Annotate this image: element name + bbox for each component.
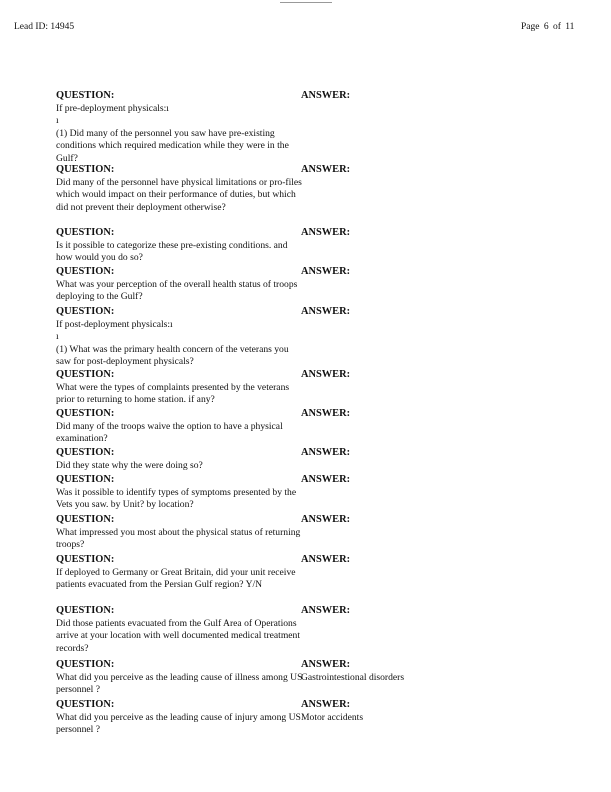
answer-label: ANSWER:	[301, 164, 351, 175]
question-label: QUESTION:	[56, 408, 115, 419]
answer-label: ANSWER:	[301, 408, 351, 419]
answer-label: ANSWER:	[301, 227, 351, 238]
question-label: QUESTION:	[56, 447, 115, 458]
answer-block	[301, 305, 501, 319]
question-text: Is it possible to categorize these pre-existing conditions. and how would you do so?	[56, 240, 288, 264]
answer-block	[301, 89, 501, 103]
answer-label: ANSWER:	[301, 369, 351, 380]
question-block	[56, 513, 304, 552]
question-text: What did you perceive as the leading cause of illness among US personnel ?	[56, 672, 303, 696]
question-label: QUESTION:	[56, 514, 115, 525]
question-text: Did those patients evacuated from the Gulf Area of Operations arrive at your location with well documented medical treatment records?	[56, 618, 301, 654]
question-label: QUESTION:	[56, 554, 115, 565]
answer-block	[301, 658, 501, 684]
answer-block	[301, 446, 501, 460]
question-text: What was your perception of the overall health status of troops deploying to the Gulf?	[56, 279, 298, 303]
question-text: If pre-deployment physicals:ı ı (1) Did many of the personnel you saw have pre-existing conditions which required medication while they were in the Gulf?	[56, 103, 289, 164]
answer-label: ANSWER:	[301, 90, 351, 101]
answer-block	[301, 473, 501, 487]
answer-block	[301, 553, 501, 567]
question-text: Did many of the troops waive the option to have a physical examination?	[56, 421, 283, 445]
answer-block	[301, 226, 501, 240]
question-block	[56, 407, 304, 446]
question-block	[56, 368, 304, 407]
answer-block	[301, 368, 501, 382]
question-block	[56, 473, 304, 512]
answer-text: Motor accidents	[301, 712, 364, 723]
question-block	[56, 604, 304, 655]
question-label: QUESTION:	[56, 369, 115, 380]
question-text: If post-deployment physicals:ı ı (1) What was the primary health concern of the veterans you saw for post-deployment physicals?	[56, 319, 289, 368]
question-block	[56, 89, 304, 165]
question-block	[56, 446, 304, 472]
question-label: QUESTION:	[56, 306, 115, 317]
question-label: QUESTION:	[56, 90, 115, 101]
answer-label: ANSWER:	[301, 554, 351, 565]
page-number: Page 6 of 11	[521, 22, 575, 32]
answer-block	[301, 513, 501, 527]
question-label: QUESTION:	[56, 699, 115, 710]
answer-text: Gastrointestional disorders	[301, 672, 405, 683]
answer-label: ANSWER:	[301, 514, 351, 525]
question-label: QUESTION:	[56, 227, 115, 238]
lead-id: Lead ID: 14945	[14, 22, 75, 32]
question-text: What impressed you most about the physical status of returning troops?	[56, 527, 301, 551]
question-block	[56, 226, 304, 265]
answer-block	[301, 407, 501, 421]
question-block	[56, 163, 304, 214]
answer-label: ANSWER:	[301, 605, 351, 616]
question-text: Did many of the personnel have physical limitations or pro-files which would impact on their performance of duties, but which did not prevent their deployment otherwise?	[56, 177, 302, 213]
answer-label: ANSWER:	[301, 474, 351, 485]
answer-label: ANSWER:	[301, 306, 351, 317]
answer-block	[301, 604, 501, 618]
answer-block	[301, 698, 501, 724]
question-block	[56, 265, 304, 304]
answer-label: ANSWER:	[301, 659, 351, 670]
answer-label: ANSWER:	[301, 266, 351, 277]
answer-block	[301, 265, 501, 279]
top-rule	[280, 2, 332, 3]
question-text: Did they state why the were doing so?	[56, 460, 203, 471]
question-block	[56, 658, 304, 697]
question-label: QUESTION:	[56, 164, 115, 175]
question-text: If deployed to Germany or Great Britain, did your unit receive patients evacuated from the Persian Gulf region? Y/N	[56, 567, 296, 591]
question-block	[56, 305, 304, 369]
question-label: QUESTION:	[56, 266, 115, 277]
question-label: QUESTION:	[56, 605, 115, 616]
answer-block	[301, 163, 501, 177]
question-label: QUESTION:	[56, 474, 115, 485]
question-text: What did you perceive as the leading cause of injury among US personnel ?	[56, 712, 301, 736]
question-text: Was it possible to identify types of symptoms presented by the Vets you saw. by Unit? by location?	[56, 487, 297, 511]
question-text: What were the types of complaints presented by the veterans prior to returning to home station. if any?	[56, 382, 290, 406]
question-block	[56, 698, 304, 737]
question-label: QUESTION:	[56, 659, 115, 670]
answer-label: ANSWER:	[301, 699, 351, 710]
answer-label: ANSWER:	[301, 447, 351, 458]
question-block	[56, 553, 304, 592]
